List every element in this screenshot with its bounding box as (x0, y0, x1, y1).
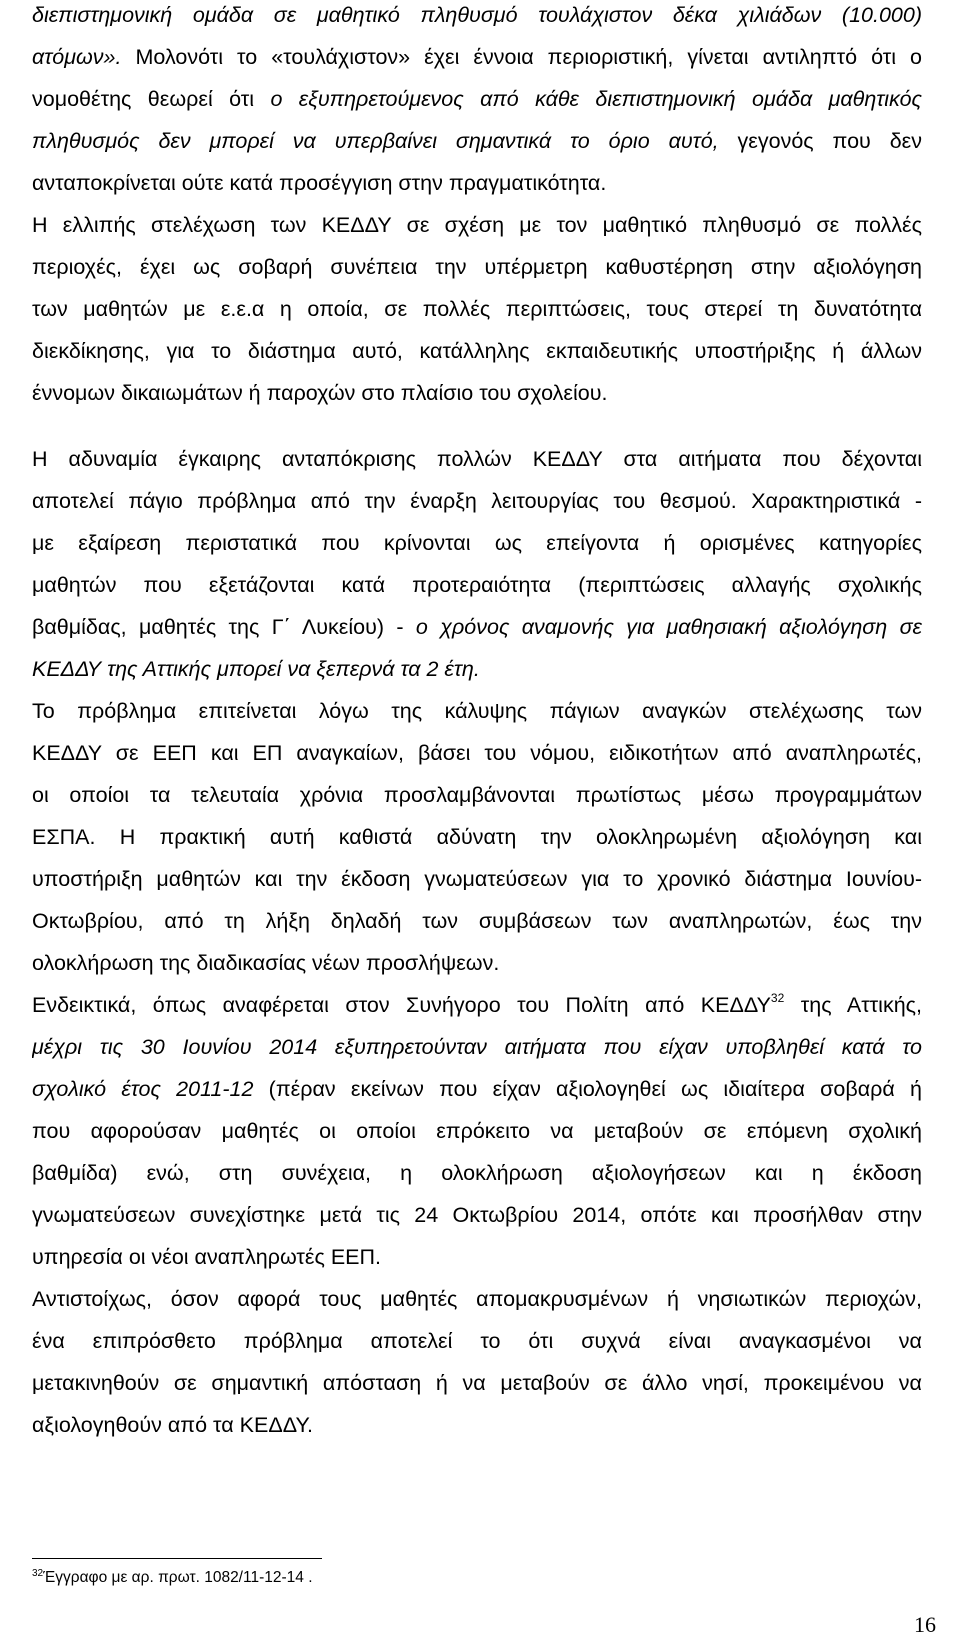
text-segment: γνωματεύσεων συνεχίστηκε μετά τις 24 Οκτωβρίου 2014, οπότε και προσήλθαν στην (32, 1203, 922, 1227)
text-segment: ΕΣΠΑ. Η πρακτική αυτή καθιστά αδύνατη την ολοκληρωμένη αξιολόγηση και (32, 825, 922, 849)
text-line (32, 1202, 922, 1228)
text-line (32, 698, 922, 724)
text-line (32, 782, 922, 808)
text-line (32, 128, 922, 154)
text-segment: διεκδίκησης, για το διάστημα αυτό, κατάλληλης εκπαιδευτικής υποστήριξης ή άλλων (32, 339, 922, 363)
text-line (32, 488, 922, 514)
text-line (32, 212, 922, 238)
text-line (32, 908, 922, 934)
text-line (32, 1160, 922, 1186)
text-segment: μαθητών που εξετάζονται κατά προτεραιότητα (περιπτώσεις αλλαγής σχολικής (32, 573, 922, 597)
text-segment: ΚΕΔΔΥ της Αττικής μπορεί να ξεπερνά τα 2 έτη. (32, 657, 480, 681)
text-line (32, 1286, 922, 1312)
text-line (32, 656, 922, 682)
text-line (32, 1076, 922, 1102)
text-segment: (πέραν εκείνων που είχαν αξιολογηθεί ως ιδιαίτερα σοβαρά ή (253, 1077, 922, 1101)
text-segment: ο εξυπηρετούμενος από κάθε διεπιστημονική ομάδα μαθητικός (270, 87, 922, 111)
footnote-separator (32, 1558, 322, 1559)
text-line (32, 740, 922, 766)
text-segment: με εξαίρεση περιστατικά που κρίνονται ως επείγοντα ή ορισμένες κατηγορίες (32, 531, 922, 555)
text-segment: Οκτωβρίου, από τη λήξη δηλαδή των συμβάσεων των αναπληρωτών, έως την (32, 909, 922, 933)
text-line (32, 44, 922, 70)
text-line (32, 254, 922, 280)
text-line (32, 992, 922, 1018)
text-segment: γεγονός που δεν (718, 129, 922, 153)
text-line (32, 380, 922, 406)
text-segment: της Αττικής, (784, 993, 922, 1017)
text-line (32, 572, 922, 598)
text-segment: ένα επιπρόσθετο πρόβλημα αποτελεί το ότι συχνά είναι αναγκασμένοι να (32, 1329, 922, 1353)
text-segment: Το πρόβλημα επιτείνεται λόγω της κάλυψης πάγιων αναγκών στελέχωσης των (32, 699, 922, 723)
page-number: 16 (914, 1612, 936, 1637)
text-segment: ΚΕΔΔΥ σε ΕΕΠ και ΕΠ αναγκαίων, βάσει του νόμου, ειδικοτήτων από αναπληρωτές, (32, 741, 922, 765)
text-line (32, 296, 922, 322)
text-segment: αποτελεί πάγιο πρόβλημα από την έναρξη λειτουργίας του θεσμού. Χαρακτηριστικά - (32, 489, 922, 513)
text-line (32, 2, 922, 28)
footnote-text: Έγγραφο με αρ. πρωτ. 1082/11-12-14 . (43, 1569, 313, 1586)
text-segment: υποστήριξη μαθητών και την έκδοση γνωματεύσεων για το χρονικό διάστημα Ιουνίου- (32, 867, 922, 891)
text-segment: ολοκλήρωση της διαδικασίας νέων προσλήψεων. (32, 951, 500, 975)
text-segment: Ενδεικτικά, όπως αναφέρεται στον Συνήγορο του Πολίτη από ΚΕΔΔΥ (32, 993, 771, 1017)
text-segment: έννομων δικαιωμάτων ή παροχών στο πλαίσιο του σχολείου. (32, 381, 608, 405)
text-segment: Αντιστοίχως, όσον αφορά τους μαθητές απομακρυσμένων ή νησιωτικών περιοχών, (32, 1287, 922, 1311)
text-line (32, 1034, 922, 1060)
text-segment: περιοχές, έχει ως σοβαρή συνέπεια την υπέρμετρη καθυστέρηση στην αξιολόγηση (32, 255, 922, 279)
text-segment: μετακινηθούν σε σημαντική απόσταση ή να μεταβούν σε άλλο νησί, προκειμένου να (32, 1371, 922, 1395)
footnote (32, 1568, 313, 1588)
text-segment: μέχρι τις 30 Ιουνίου 2014 εξυπηρετούνταν αιτήματα που είχαν υποβληθεί κατά το (32, 1035, 922, 1059)
text-segment: πληθυσμός δεν μπορεί να υπερβαίνει σημαντικά το όριο αυτό, (32, 129, 719, 153)
text-segment: ατόμων». (32, 45, 122, 69)
text-segment: διεπιστημονική ομάδα σε μαθητικό πληθυσμό τουλάχιστον δέκα χιλιάδων (10.000) (32, 3, 922, 27)
text-line (32, 1118, 922, 1144)
text-segment: νομοθέτης θεωρεί ότι (32, 87, 271, 111)
text-segment: οι οποίοι τα τελευταία χρόνια προσλαμβάνονται πρωτίστως μέσω προγραμμάτων (32, 783, 922, 807)
text-segment: Η αδυναμία έγκαιρης ανταπόκρισης πολλών ΚΕΔΔΥ στα αιτήματα που δέχονται (32, 447, 922, 471)
text-line (32, 824, 922, 850)
text-line (32, 1370, 922, 1396)
text-segment: ο χρόνος αναμονής για μαθησιακή αξιολόγηση σε (415, 615, 922, 639)
text-line (32, 1328, 922, 1354)
text-segment: υπηρεσία οι νέοι αναπληρωτές ΕΕΠ. (32, 1245, 382, 1269)
text-segment: που αφορούσαν μαθητές οι οποίοι επρόκειτο να μεταβούν σε επόμενη σχολική (32, 1119, 922, 1143)
text-line (32, 338, 922, 364)
text-line (32, 446, 922, 472)
text-line (32, 86, 922, 112)
text-line (32, 170, 922, 196)
text-line (32, 1412, 922, 1438)
footnote-reference: 32 (770, 992, 785, 1005)
text-line (32, 614, 922, 640)
text-segment: σχολικό έτος 2011-12 (32, 1077, 254, 1101)
text-line (32, 1244, 922, 1270)
text-line (32, 950, 922, 976)
text-segment: αξιολογηθούν από τα ΚΕΔΔΥ. (32, 1413, 314, 1437)
text-segment: Η ελλιπής στελέχωση των ΚΕΔΔΥ σε σχέση με τον μαθητικό πληθυσμό σε πολλές (32, 213, 922, 237)
text-segment: βαθμίδας, μαθητές της Γ΄ Λυκείου) - (32, 615, 416, 639)
text-segment: ανταποκρίνεται ούτε κατά προσέγγιση στην πραγματικότητα. (32, 171, 607, 195)
text-segment: βαθμίδα) ενώ, στη συνέχεια, η ολοκλήρωση αξιολογήσεων και η έκδοση (32, 1161, 922, 1185)
footnote-marker: 32 (32, 1568, 44, 1579)
text-segment: Μολονότι το «τουλάχιστον» έχει έννοια περιοριστική, γίνεται αντιληπτό ότι ο (121, 45, 922, 69)
text-segment: των μαθητών με ε.ε.α η οποία, σε πολλές περιπτώσεις, τους στερεί τη δυνατότητα (32, 297, 922, 321)
text-line (32, 866, 922, 892)
text-line (32, 530, 922, 556)
